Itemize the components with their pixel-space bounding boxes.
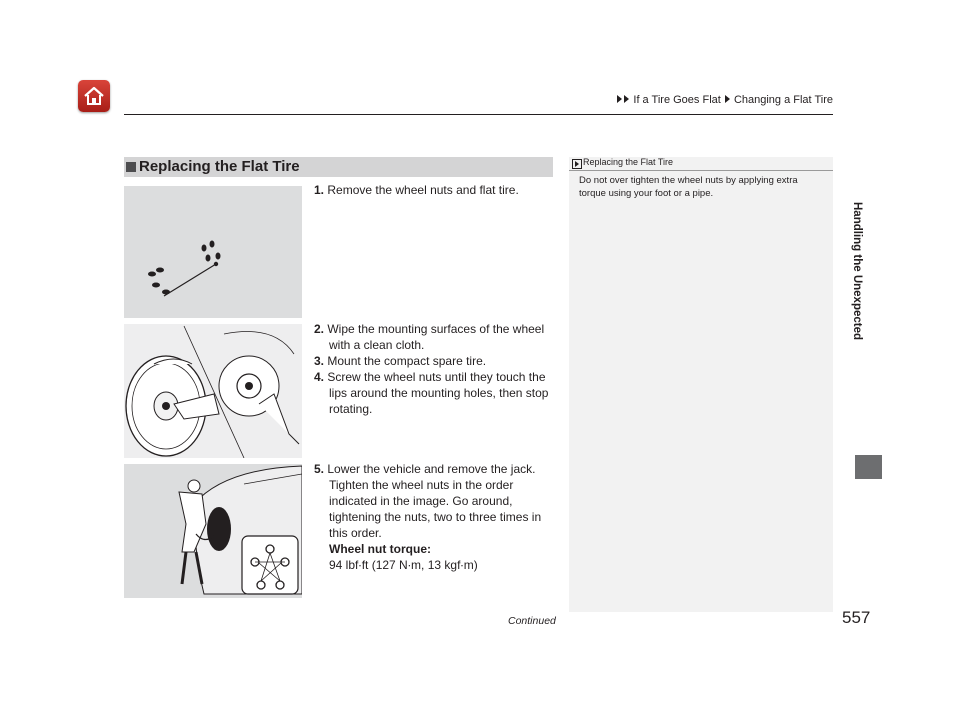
page-number: 557 — [842, 608, 871, 627]
breadcrumb-item[interactable]: Changing a Flat Tire — [733, 94, 833, 106]
step-2: 2. Wipe the mounting surfaces of the wheel with a clean cloth. — [314, 322, 545, 352]
breadcrumb — [616, 94, 833, 106]
note-header — [569, 157, 833, 171]
step-3: 3. Mount the compact spare tire. — [314, 354, 487, 368]
section-header — [124, 157, 553, 177]
header-rule — [124, 114, 833, 115]
chapter-tab[interactable] — [855, 455, 882, 479]
steps-2-4 — [314, 321, 554, 417]
continued-label: Continued — [508, 615, 556, 627]
home-icon — [83, 85, 105, 107]
breadcrumb-item[interactable]: If a Tire Goes Flat — [633, 94, 721, 106]
note-title: Replacing the Flat Tire — [583, 157, 674, 167]
step-5: 5. Lower the vehicle and remove the jack. Tighten the wheel nuts in the order indicated in the image. Go around, tightening the nuts, two to three times in this order. Wheel nut torque: 94 lbf∙ft (127 N∙m, 13 kgf∙m) — [314, 462, 542, 572]
note-body: Do not over tighten the wheel nuts by applying extra torque using your foot or a pipe. — [579, 175, 798, 199]
spare-tire-mounting-illustration — [124, 324, 302, 458]
note-panel — [569, 157, 833, 612]
step-4: 4. Screw the wheel nuts until they touch the lips around the mounting holes, then stop rotating. — [314, 370, 549, 416]
wheel-nuts-illustration — [124, 186, 302, 318]
breadcrumb-arrow-icon — [617, 95, 622, 103]
breadcrumb-arrow-icon — [725, 95, 730, 103]
section-marker-icon — [126, 162, 136, 172]
home-button[interactable] — [78, 80, 110, 112]
lower-vehicle-illustration — [124, 464, 302, 598]
torque-label: Wheel nut torque: — [329, 542, 431, 556]
chapter-side-label: Handling the Unexpected — [851, 202, 863, 341]
torque-value: 94 lbf∙ft (127 N∙m, 13 kgf∙m) — [329, 558, 478, 572]
note-reference-icon — [572, 159, 582, 169]
section-title: Replacing the Flat Tire — [139, 158, 300, 175]
step-1: 1. Remove the wheel nuts and flat tire. — [314, 183, 519, 197]
